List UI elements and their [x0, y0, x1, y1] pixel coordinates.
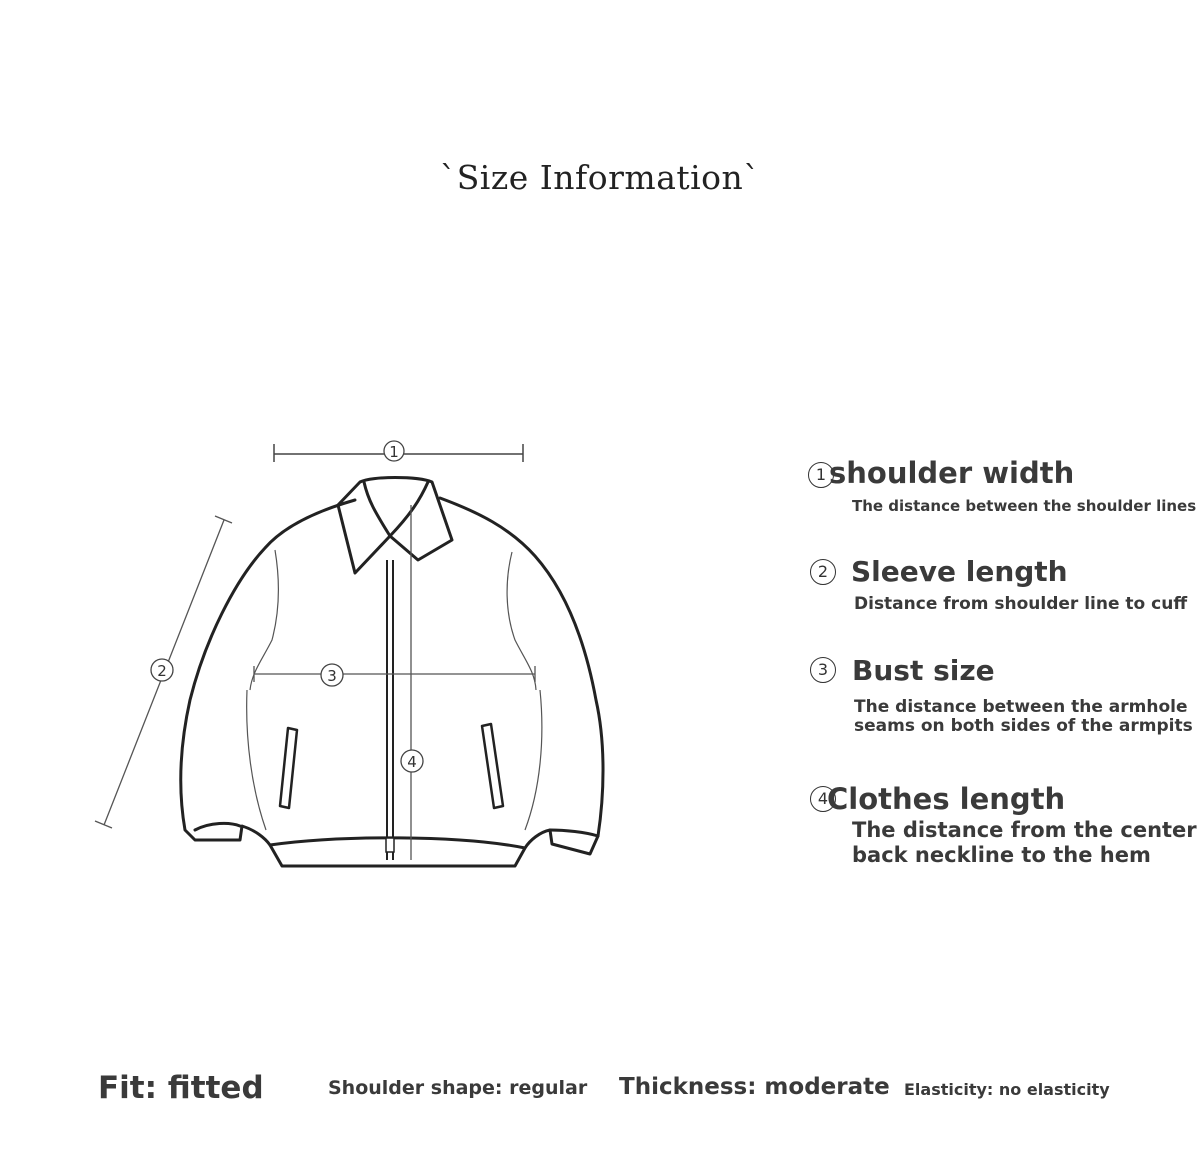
marker-2: 2 [157, 662, 167, 680]
measurement-number: 2 [810, 559, 836, 585]
measurement-description: The distance between the shoulder lines [852, 497, 1197, 515]
measurement-description-line: The distance between the armhole [854, 697, 1188, 717]
jacket-diagram [80, 430, 640, 890]
measurement-description: Distance from shoulder line to cuff [854, 594, 1188, 614]
measurement-name: shoulder width [829, 456, 1075, 490]
measurement-description-line: seams on both sides of the armpits [854, 716, 1193, 736]
measurement-name: Sleeve length [851, 555, 1068, 588]
shoulder-shape-label: Shoulder shape: regular [328, 1077, 588, 1099]
elasticity-label: Elasticity: no elasticity [904, 1080, 1110, 1099]
measurement-description-line: back neckline to the hem [852, 843, 1151, 867]
marker-3: 3 [327, 667, 337, 685]
measurement-number: 4 [810, 786, 836, 812]
thickness-label: Thickness: moderate [619, 1074, 890, 1100]
measurement-number: 3 [810, 657, 836, 683]
page-title: `Size Information` [439, 158, 761, 197]
marker-1: 1 [389, 443, 399, 461]
measurement-number: 1 [808, 462, 834, 488]
bust-measure-line [254, 666, 535, 682]
measurement-name: Bust size [852, 654, 995, 687]
measurement-description-line: The distance from the center [852, 818, 1197, 842]
measurement-name: Clothes length [827, 782, 1066, 816]
marker-4: 4 [407, 753, 417, 771]
fit-label: Fit: fitted [98, 1070, 264, 1106]
jacket-outline [181, 478, 603, 867]
